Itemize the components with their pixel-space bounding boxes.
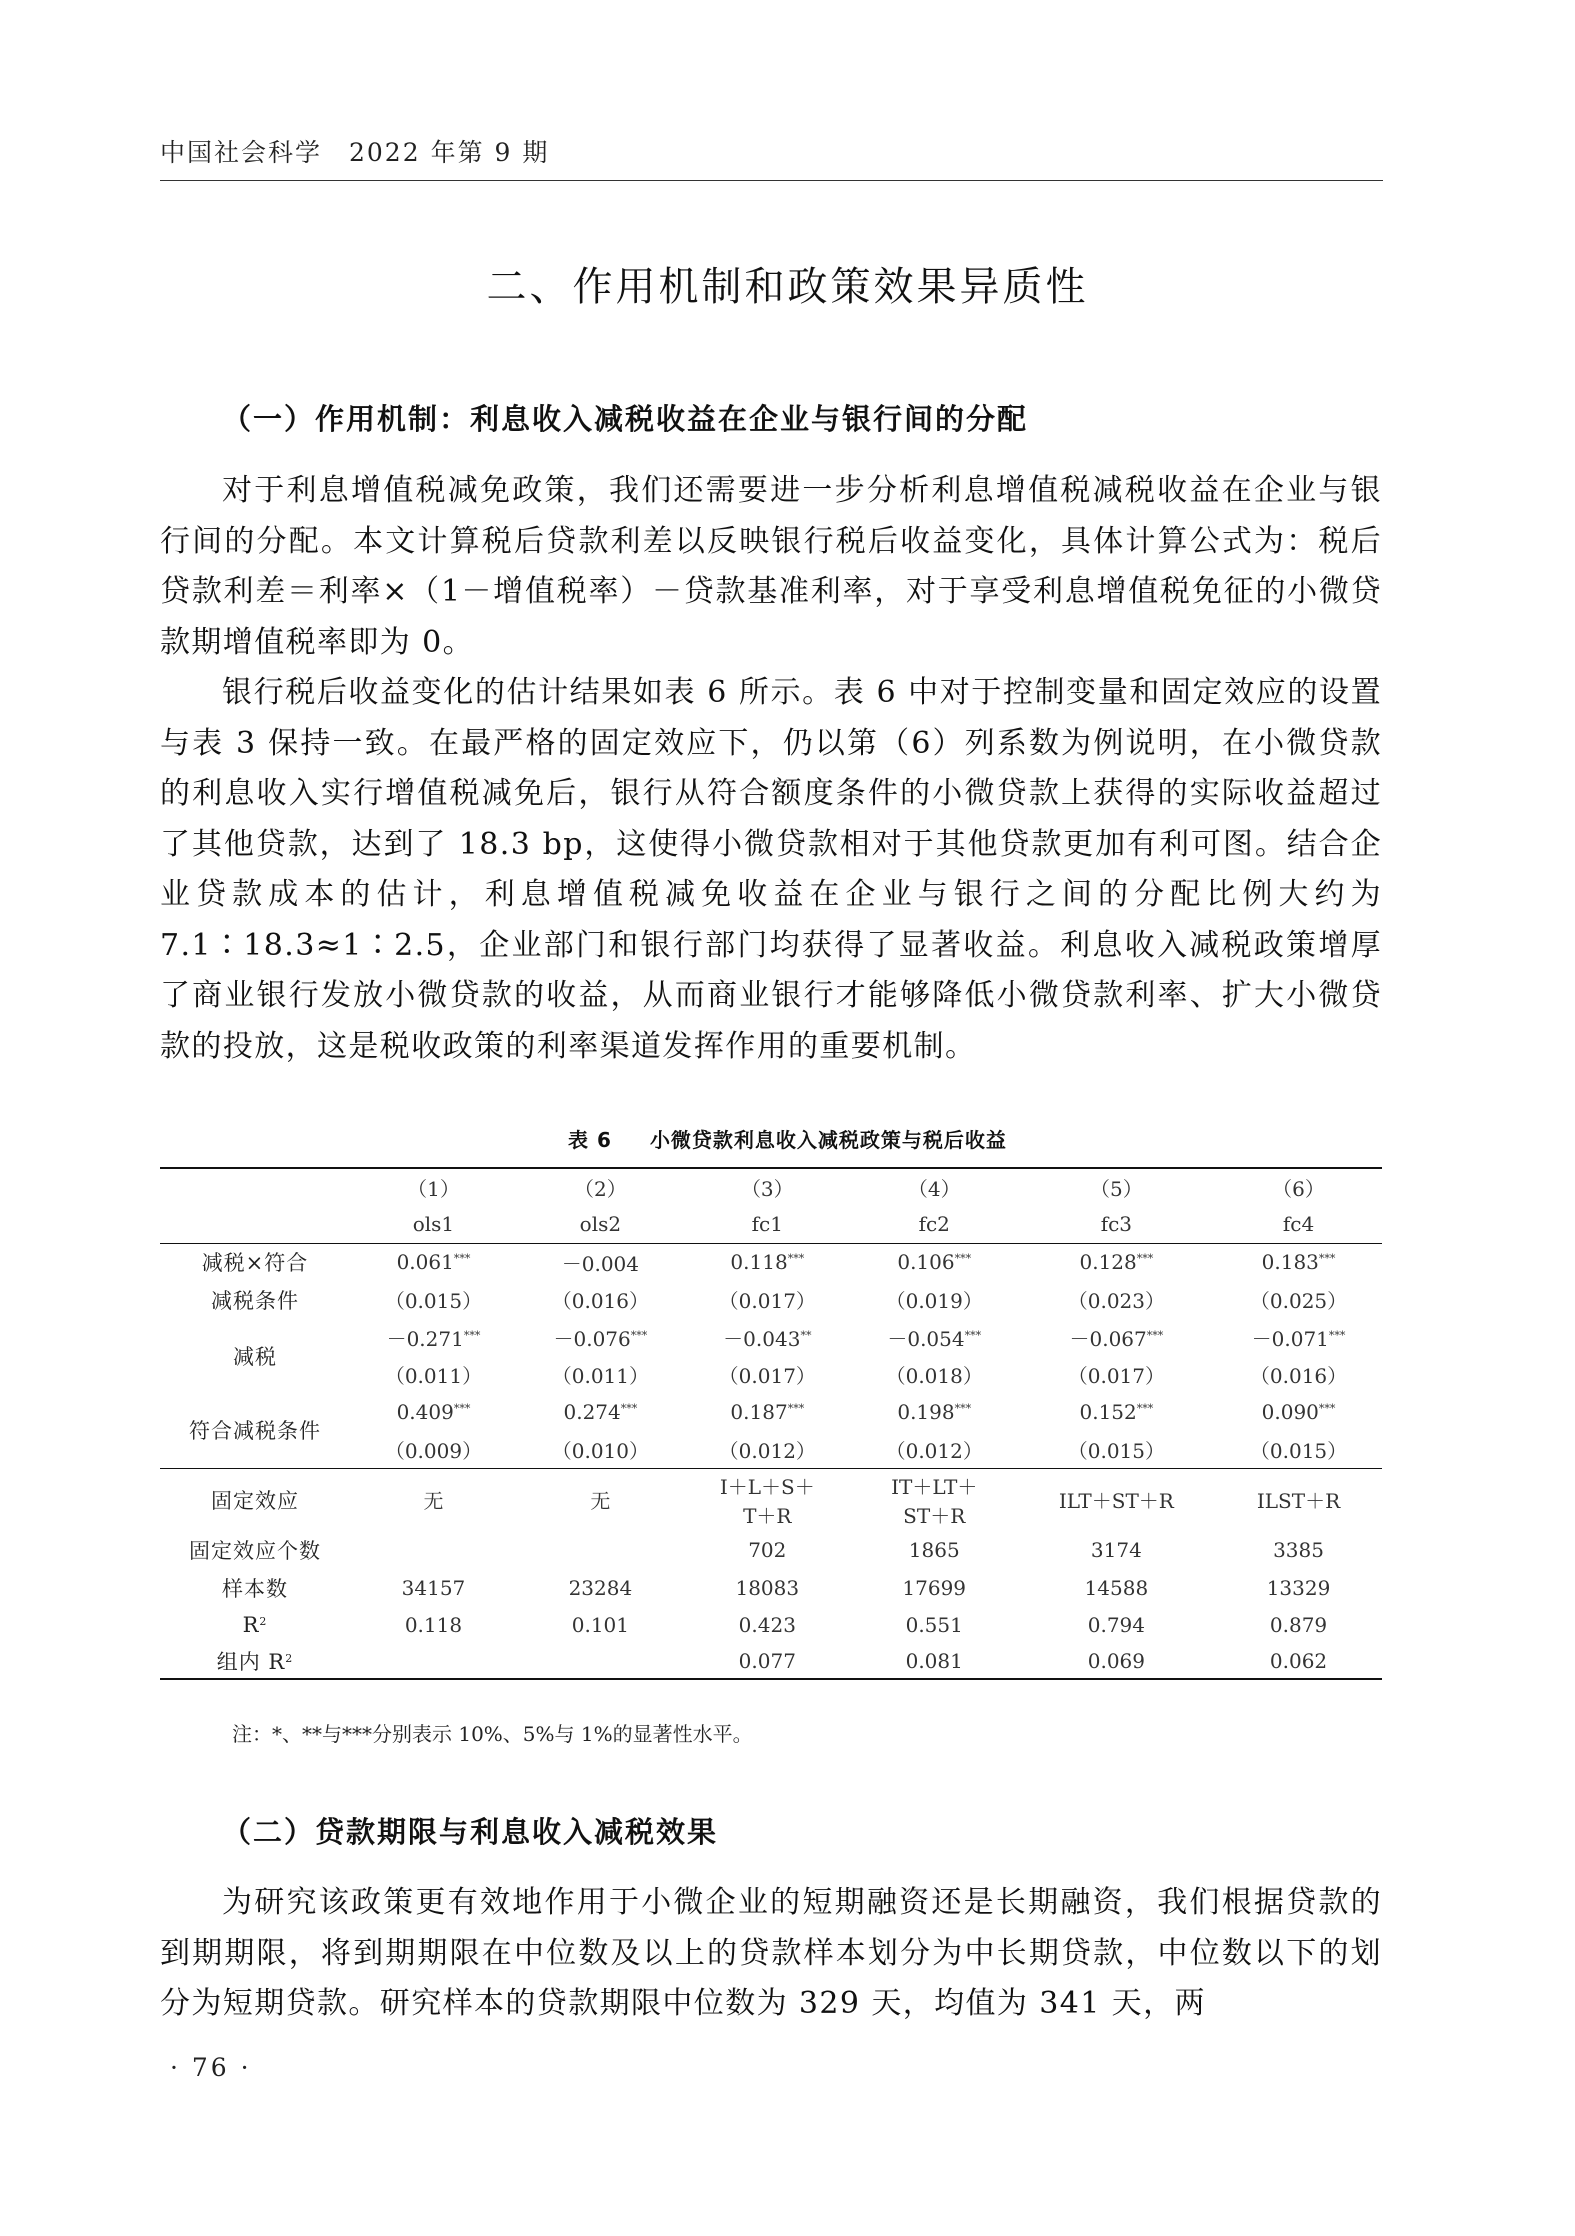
significance-stars: ** (800, 1328, 812, 1342)
significance-stars: *** (453, 1252, 471, 1266)
table-note: 注：*、**与***分别表示 10%、5%与 1%的显著性水平。 (232, 1722, 753, 1746)
coef-cell (1018, 1318, 1215, 1356)
fe-line: I＋L＋S＋ (719, 1474, 815, 1499)
coef-cell (684, 1393, 851, 1431)
stat-cell: 0.101 (571, 1612, 630, 1637)
col-model: fc4 (1282, 1211, 1315, 1236)
table-row (160, 1281, 1382, 1318)
fe-cell (1018, 1468, 1215, 1531)
coef-cell (517, 1393, 684, 1431)
significance-stars: *** (1146, 1328, 1164, 1342)
paragraph-mechanism-intro: 对于利息增值税减免政策，我们还需要进一步分析利息增值税减税收益在企业与银行间的分配。本文计算税后贷款利差以反映银行税后收益变化，具体计算公式为：税后贷款利差＝利率×（1－增值税率）－贷款基准利率，对于享受利息增值税免征的小微贷款期增值税率即为 0。 (160, 473, 1382, 660)
stat-cell: 0.062 (1215, 1643, 1382, 1679)
stat-cell: 14588 (1084, 1575, 1149, 1600)
header-empty-cell (160, 1205, 350, 1243)
stat-cell: 0.551 (905, 1612, 963, 1637)
stat-cell: 0.069 (1018, 1643, 1215, 1679)
table-row (160, 1569, 1382, 1606)
col-model: fc3 (1100, 1211, 1133, 1236)
subsection-title-mechanism: （一）作用机制：利息收入减税收益在企业与银行间的分配 (222, 402, 1029, 436)
coef-value: －0.076 (553, 1326, 631, 1351)
coef-value: －0.054 (887, 1326, 965, 1351)
significance-stars: *** (453, 1402, 471, 1415)
se-cell: （0.015） (1067, 1438, 1165, 1463)
stat-cell: 0.118 (404, 1612, 463, 1637)
se-cell: （0.018） (885, 1364, 983, 1388)
table-caption-number: 表 6 (568, 1128, 612, 1152)
stat-cell: 0.879 (1269, 1612, 1328, 1637)
stat-cell: 0.794 (1087, 1612, 1145, 1637)
row-label: 固定效应个数 (189, 1539, 321, 1563)
significance-stars: *** (1136, 1402, 1154, 1415)
row-label (160, 1606, 350, 1643)
row-label: 符合减税条件 (189, 1419, 321, 1444)
coef-value: 0.118 (730, 1250, 788, 1275)
coef-value: 0.090 (1261, 1400, 1319, 1424)
section-title: 二、作用机制和政策效果异质性 (486, 264, 1089, 310)
significance-stars: *** (620, 1402, 638, 1415)
significance-stars: *** (787, 1252, 805, 1266)
coef-value: 0.106 (897, 1250, 955, 1275)
fe-cell (517, 1468, 684, 1531)
significance-stars: *** (787, 1402, 805, 1415)
table-row (160, 1643, 1382, 1679)
fe-line: 无 (590, 1489, 611, 1514)
significance-stars: *** (954, 1402, 972, 1415)
col-number: （6） (1215, 1168, 1382, 1205)
significance-stars: *** (1318, 1402, 1336, 1415)
stat-cell: 1865 (908, 1538, 960, 1562)
col-number: （3） (684, 1168, 851, 1205)
page-number: · 76 · (170, 2053, 252, 2082)
fe-line: ST＋R (903, 1503, 966, 1528)
coef-cell (1215, 1318, 1382, 1356)
paragraph-table6-discussion: 银行税后收益变化的估计结果如表 6 所示。表 6 中对于控制变量和固定效应的设置与表 3 保持一致。在最严格的固定效应下，仍以第（6）列系数为例说明，在小微贷款的利息收入实行增值税减免后，银行从符合额度条件的小微贷款上获得的实际收益超过了其他贷款，达到了 18.3 bp，这使得小微贷款相对于其他贷款更加有利可图。结合企业贷款成本的估计，利息增值税减免收益在企业与银行之间的分配比例大约为 7.1∶18.3≈1∶2.5，企业部门和银行部门均获得了显著收益。利息收入减税政策增厚了商业银行发放小微贷款的收益，从而商业银行才能够降低小微贷款利率、扩大小微贷款的投放，这是税收政策的利率渠道发挥作用的重要机制。 (160, 675, 1382, 1064)
stat-cell: 0.081 (851, 1643, 1018, 1679)
significance-stars: *** (1328, 1328, 1346, 1342)
coef-cell (1215, 1243, 1382, 1281)
se-cell: （0.011） (551, 1364, 650, 1388)
coef-cell (350, 1243, 517, 1281)
coef-cell (1215, 1393, 1382, 1431)
table-caption-title: 小微贷款利息收入减税政策与税后收益 (649, 1128, 1007, 1152)
significance-stars: *** (630, 1328, 648, 1342)
se-cell: （0.023） (1067, 1289, 1165, 1313)
paragraph-loan-maturity: 为研究该政策更有效地作用于小微企业的短期融资还是长期融资，我们根据贷款的到期期限，将到期期限在中位数及以上的贷款样本划分为中长期贷款，中位数以下的划分为短期贷款。研究样本的贷款期限中位数为 329 天，均值为 341 天，两 (160, 1885, 1382, 2021)
coef-cell (851, 1243, 1018, 1281)
se-cell: （0.019） (885, 1289, 983, 1313)
se-cell: （0.016） (551, 1289, 650, 1313)
row-label: 固定效应 (160, 1468, 350, 1531)
coef-cell (684, 1243, 851, 1281)
stat-cell (350, 1531, 517, 1569)
se-cell: （0.017） (718, 1364, 816, 1388)
col-number: （4） (851, 1168, 1018, 1205)
se-cell: （0.017） (718, 1289, 816, 1313)
stat-cell: 3174 (1090, 1538, 1142, 1562)
coef-value: －0.043 (723, 1326, 801, 1351)
col-model: ols2 (579, 1211, 622, 1236)
results-table (160, 1167, 1382, 1680)
fe-cell (1215, 1468, 1382, 1531)
fe-cell (350, 1468, 517, 1531)
coef-value: 0.183 (1261, 1250, 1319, 1275)
row-label: 减税×符合 (160, 1243, 350, 1281)
coef-value: －0.271 (386, 1326, 464, 1351)
stat-cell: 702 (748, 1538, 787, 1562)
col-number: （5） (1018, 1168, 1215, 1205)
stat-cell: 34157 (401, 1575, 466, 1600)
stat-cell: 17699 (902, 1575, 967, 1600)
row-label: 减税条件 (211, 1288, 299, 1313)
r2-superscript: 2 (259, 1614, 268, 1628)
stat-cell: 18083 (735, 1575, 800, 1600)
col-model: fc1 (751, 1211, 783, 1236)
stat-cell: 0.423 (738, 1612, 796, 1637)
table-row (160, 1531, 1382, 1569)
coef-value: 0.128 (1079, 1250, 1137, 1275)
coef-cell (350, 1318, 517, 1356)
running-header: 中国社会科学 2022 年第 9 期 (160, 138, 550, 167)
fe-line: ILT＋ST＋R (1058, 1489, 1174, 1514)
table-row (160, 1243, 1382, 1281)
row-label: 样本数 (222, 1576, 288, 1601)
coef-value: －0.071 (1251, 1326, 1329, 1351)
se-cell: （0.017） (1067, 1364, 1165, 1388)
within-r2-superscript: 2 (285, 1651, 294, 1665)
stat-cell: 13329 (1266, 1575, 1331, 1600)
stat-cell (517, 1643, 684, 1679)
coef-cell (350, 1393, 517, 1431)
table-row (160, 1318, 1382, 1356)
stat-cell: 23284 (568, 1575, 633, 1600)
table-row-fixed-effects (160, 1468, 1382, 1531)
stat-cell (350, 1643, 517, 1679)
se-cell: （0.011） (384, 1364, 483, 1388)
stat-cell (517, 1531, 684, 1569)
table-caption (0, 1124, 1575, 1153)
se-cell: （0.015） (384, 1289, 483, 1313)
significance-stars: *** (964, 1328, 982, 1342)
se-cell: （0.015） (1249, 1438, 1348, 1463)
coef-value: 0.187 (730, 1400, 788, 1424)
se-cell: （0.009） (384, 1438, 483, 1463)
table-row (160, 1606, 1382, 1643)
col-number: （1） (350, 1168, 517, 1205)
coef-value: 0.152 (1079, 1400, 1137, 1424)
row-label: 减税 (233, 1344, 277, 1369)
fe-cell (851, 1468, 1018, 1531)
header-empty-cell (160, 1168, 350, 1205)
within-r2-label: 组内 R (216, 1649, 286, 1674)
r2-label: R (242, 1612, 260, 1637)
fe-cell (684, 1468, 851, 1531)
stat-cell: 0.077 (684, 1643, 851, 1679)
se-cell: （0.012） (885, 1438, 983, 1463)
se-cell: （0.025） (1249, 1289, 1348, 1313)
coef-cell (517, 1318, 684, 1356)
header-rule (160, 180, 1383, 181)
fe-line: ILST＋R (1256, 1489, 1341, 1514)
significance-stars: *** (954, 1252, 972, 1266)
table-row (160, 1393, 1382, 1431)
table-header-row (160, 1205, 1382, 1243)
col-model: ols1 (412, 1211, 455, 1236)
coef-cell (1018, 1393, 1215, 1431)
coef-value: 0.198 (897, 1400, 955, 1424)
col-number: （2） (517, 1168, 684, 1205)
coef-cell (517, 1243, 684, 1281)
significance-stars: *** (1136, 1252, 1154, 1266)
significance-stars: *** (463, 1328, 481, 1342)
significance-stars: *** (1318, 1252, 1336, 1266)
fe-line: 无 (423, 1489, 444, 1514)
coef-cell (1018, 1243, 1215, 1281)
col-model: fc2 (918, 1211, 950, 1236)
fe-line: IT＋LT＋ (891, 1474, 978, 1499)
coef-cell (684, 1318, 851, 1356)
table-header-row (160, 1168, 1382, 1205)
se-cell: （0.012） (718, 1438, 816, 1463)
coef-value: 0.409 (396, 1400, 454, 1424)
se-cell: （0.010） (551, 1438, 650, 1463)
coef-cell (851, 1318, 1018, 1356)
coef-cell (851, 1393, 1018, 1431)
stat-cell: 3385 (1273, 1538, 1324, 1562)
coef-value: 0.274 (563, 1400, 621, 1424)
subsection-title-loan-maturity: （二）贷款期限与利息收入减税效果 (222, 1815, 719, 1849)
coef-value: －0.004 (561, 1251, 640, 1276)
row-label (160, 1643, 350, 1679)
se-cell: （0.016） (1249, 1364, 1348, 1388)
coef-value: －0.067 (1069, 1326, 1147, 1351)
fe-line: T＋R (743, 1503, 792, 1528)
coef-value: 0.061 (396, 1250, 454, 1275)
